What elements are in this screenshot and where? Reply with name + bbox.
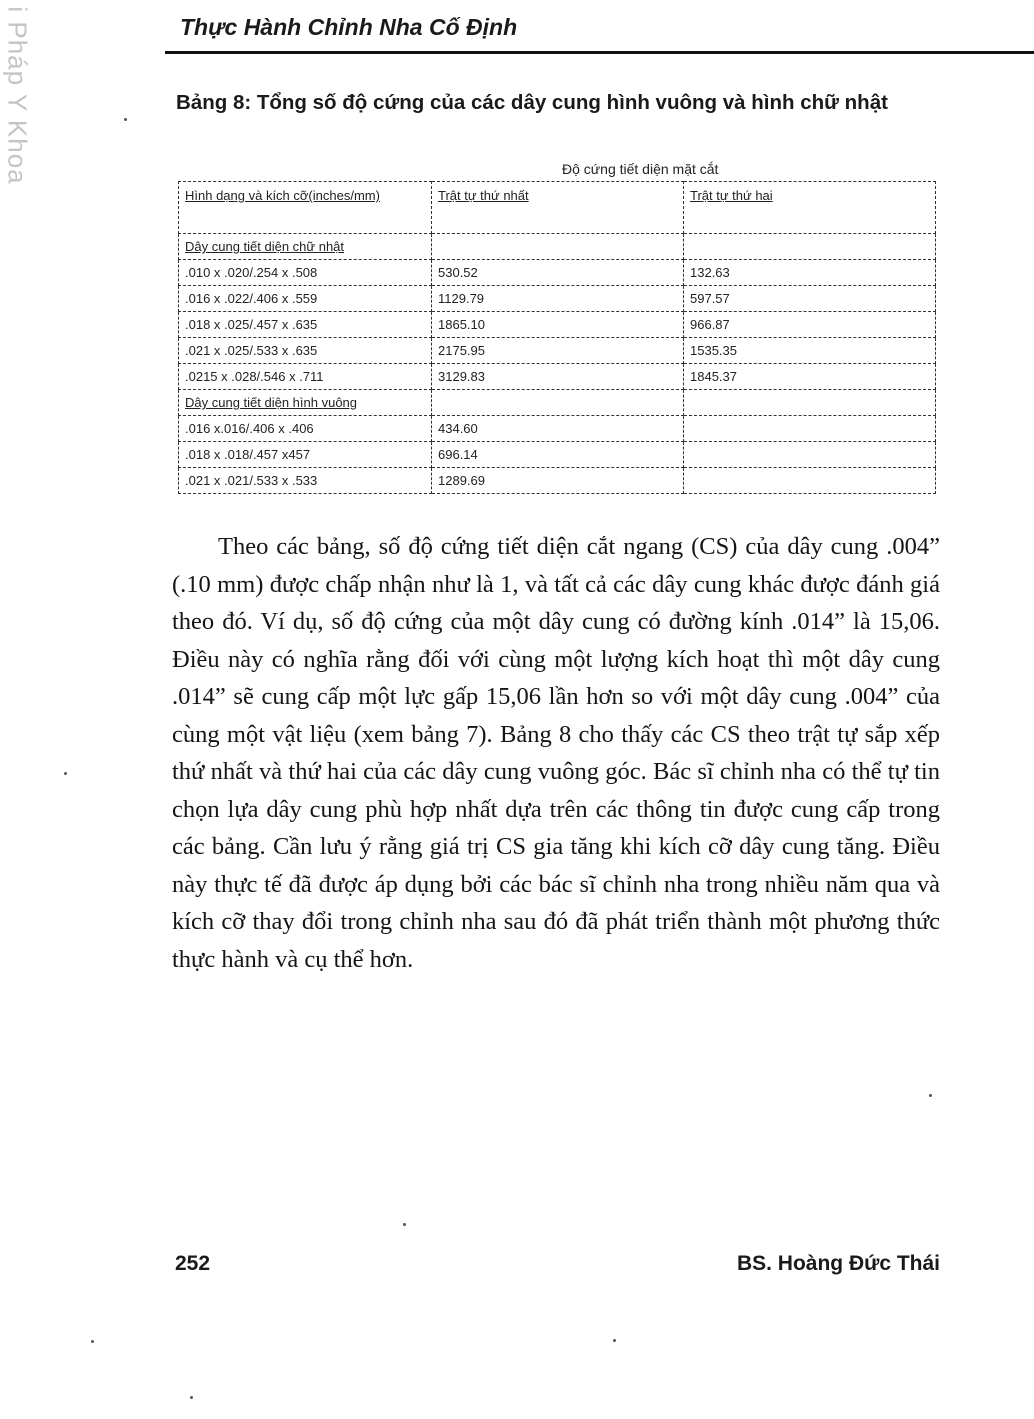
cell-first-order: 696.14 [432,442,684,468]
table-cell [684,234,936,260]
table-row [179,286,936,312]
cell-first-order: 434.60 [432,416,684,442]
header-first-order: Trật tự thứ nhất [432,182,684,234]
cell-second-order [684,442,936,468]
stiffness-table [178,181,936,494]
cell-size: .018 x .018/.457 x457 [179,442,432,468]
cell-first-order: 1865.10 [432,312,684,338]
scan-speck [91,1340,94,1343]
scan-speck [613,1339,616,1342]
cell-second-order: 1845.37 [684,364,936,390]
scan-speck [124,118,127,121]
table-row [179,416,936,442]
table-cell [432,390,684,416]
table-row [179,442,936,468]
watermark-text: i Pháp Y Khoa [2,5,33,185]
side-watermark [0,0,40,190]
table-cell [684,390,936,416]
running-head: Thực Hành Chỉnh Nha Cố Định [180,14,518,40]
section-row-rectangular [179,234,936,260]
cell-first-order: 3129.83 [432,364,684,390]
author-name: BS. Hoàng Đức Thái [736,1252,940,1275]
cell-size: .021 x .021/.533 x .533 [179,468,432,494]
cell-first-order: 2175.95 [432,338,684,364]
header-shape-size: Hình dạng và kích cỡ(inches/mm) [179,182,432,234]
scan-speck [403,1223,406,1226]
cell-size: .021 x .025/.533 x .635 [179,338,432,364]
body-paragraph: Theo các bảng, số độ cứng tiết diện cắt ngang (CS) của dây cung .004” (.10 mm) được chấp nhận như là 1, và tất cả các dây cung khác được đánh giá theo đó. Ví dụ, số độ cứng của một dây cung có đường kính .014” là 15,06. Điều này có nghĩa rằng đối với cùng một lượng kích hoạt thì một dây cung .014” sẽ cung cấp một lực gấp 15,06 lần hơn so với một dây cung .004” của cùng một vật liệu (xem bảng 7). Bảng 8 cho thấy các CS theo trật tự sắp xếp thứ nhất và thứ hai của các dây cung vuông góc. Bác sĩ chỉnh nha có thể tự tin chọn lựa dây cung phù hợp nhất dựa trên các thông tin được cung cấp trong các bảng. Cần lưu ý rằng giá trị CS gia tăng khi kích cỡ dây cung tăng. Điều này thực tế đã được áp dụng bởi các bác sĩ chỉnh nha trong nhiều năm qua và kích cỡ thay đổi trong chỉnh nha sau đó đã phát triển thành một phương thức thực hành và cụ thể hơn. [172,533,940,973]
cell-second-order: 966.87 [684,312,936,338]
section-label: Dây cung tiết diện chữ nhật [179,234,432,260]
table-cell [432,234,684,260]
table-header-row [179,182,936,234]
table-row [179,338,936,364]
table-caption: Bảng 8: Tổng số độ cứng của các dây cung hình vuông và hình chữ nhật [176,91,888,114]
cell-first-order: 1129.79 [432,286,684,312]
cell-size: .0215 x .028/.546 x .711 [179,364,432,390]
cell-first-order: 530.52 [432,260,684,286]
scan-speck [64,772,67,775]
page-number: 252 [175,1252,211,1275]
cell-first-order: 1289.69 [432,468,684,494]
table-row [179,312,936,338]
table-row [179,364,936,390]
cell-size: .018 x .025/.457 x .635 [179,312,432,338]
cell-size: .016 x.016/.406 x .406 [179,416,432,442]
cell-second-order: 597.57 [684,286,936,312]
cell-size: .016 x .022/.406 x .559 [179,286,432,312]
cell-second-order [684,416,936,442]
scan-speck [190,1396,193,1399]
table-row [179,468,936,494]
cell-size: .010 x .020/.254 x .508 [179,260,432,286]
cell-second-order [684,468,936,494]
header-second-order: Trật tự thứ hai [684,182,936,234]
scan-speck [929,1094,932,1097]
cell-second-order: 1535.35 [684,338,936,364]
section-row-square [179,390,936,416]
table-row [179,260,936,286]
cell-second-order: 132.63 [684,260,936,286]
column-group-header: Độ cứng tiết diện mặt cắt [562,161,719,177]
section-label: Dây cung tiết diện hình vuông [179,390,432,416]
header-rule [165,51,1034,54]
